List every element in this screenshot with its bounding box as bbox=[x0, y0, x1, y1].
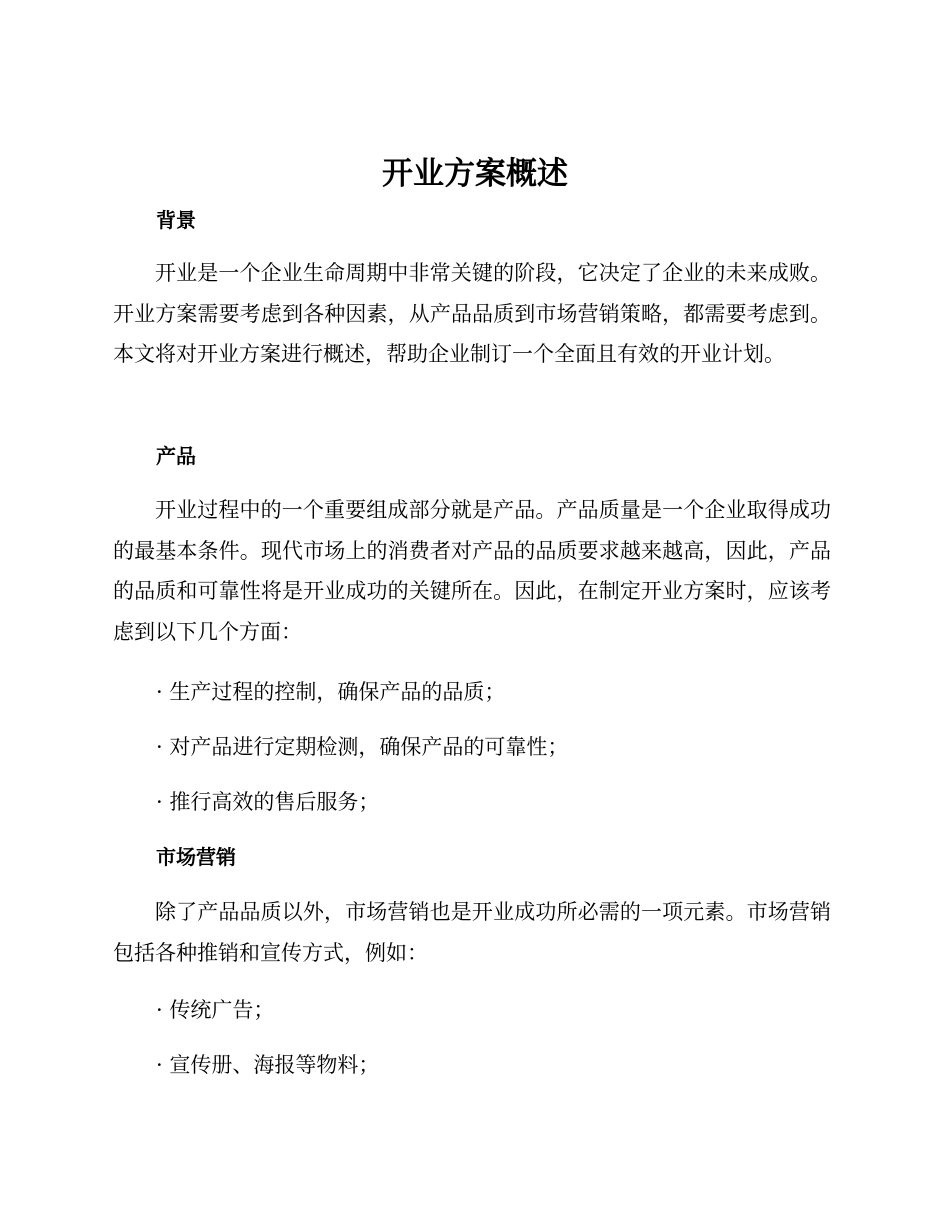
document-title: 开业方案概述 bbox=[382, 156, 568, 192]
list-item-product-2: · 对产品进行定期检测，确保产品的可靠性； bbox=[156, 735, 569, 759]
section-heading-background: 背景 bbox=[156, 208, 196, 232]
list-item-product-3: · 推行高效的售后服务； bbox=[156, 790, 380, 814]
list-item-product-1: · 生产过程的控制，确保产品的品质； bbox=[156, 680, 506, 704]
list-item-marketing-1: · 传统广告； bbox=[156, 998, 275, 1022]
list-item-marketing-2: · 宣传册、海报等物料； bbox=[156, 1053, 380, 1077]
section-heading-product: 产品 bbox=[156, 444, 196, 468]
paragraph-product: 开业过程中的一个重要组成部分就是产品。产品质量是一个企业取得成功的最基本条件。现代市场上的消费者对产品的品质要求越来越高，因此，产品的品质和可靠性将是开业成功的关键所在。因此，在制定开业方案时，应该考虑到以下几个方面： bbox=[113, 498, 831, 644]
section-heading-marketing: 市场营销 bbox=[156, 845, 236, 869]
paragraph-background: 开业是一个企业生命周期中非常关键的阶段，它决定了企业的未来成败。开业方案需要考虑到各种因素，从产品品质到市场营销策略，都需要考虑到。本文将对开业方案进行概述，帮助企业制订一个全面且有效的开业计划。 bbox=[113, 261, 831, 367]
paragraph-marketing: 除了产品品质以外，市场营销也是开业成功所必需的一项元素。市场营销包括各种推销和宣传方式，例如： bbox=[113, 900, 831, 965]
